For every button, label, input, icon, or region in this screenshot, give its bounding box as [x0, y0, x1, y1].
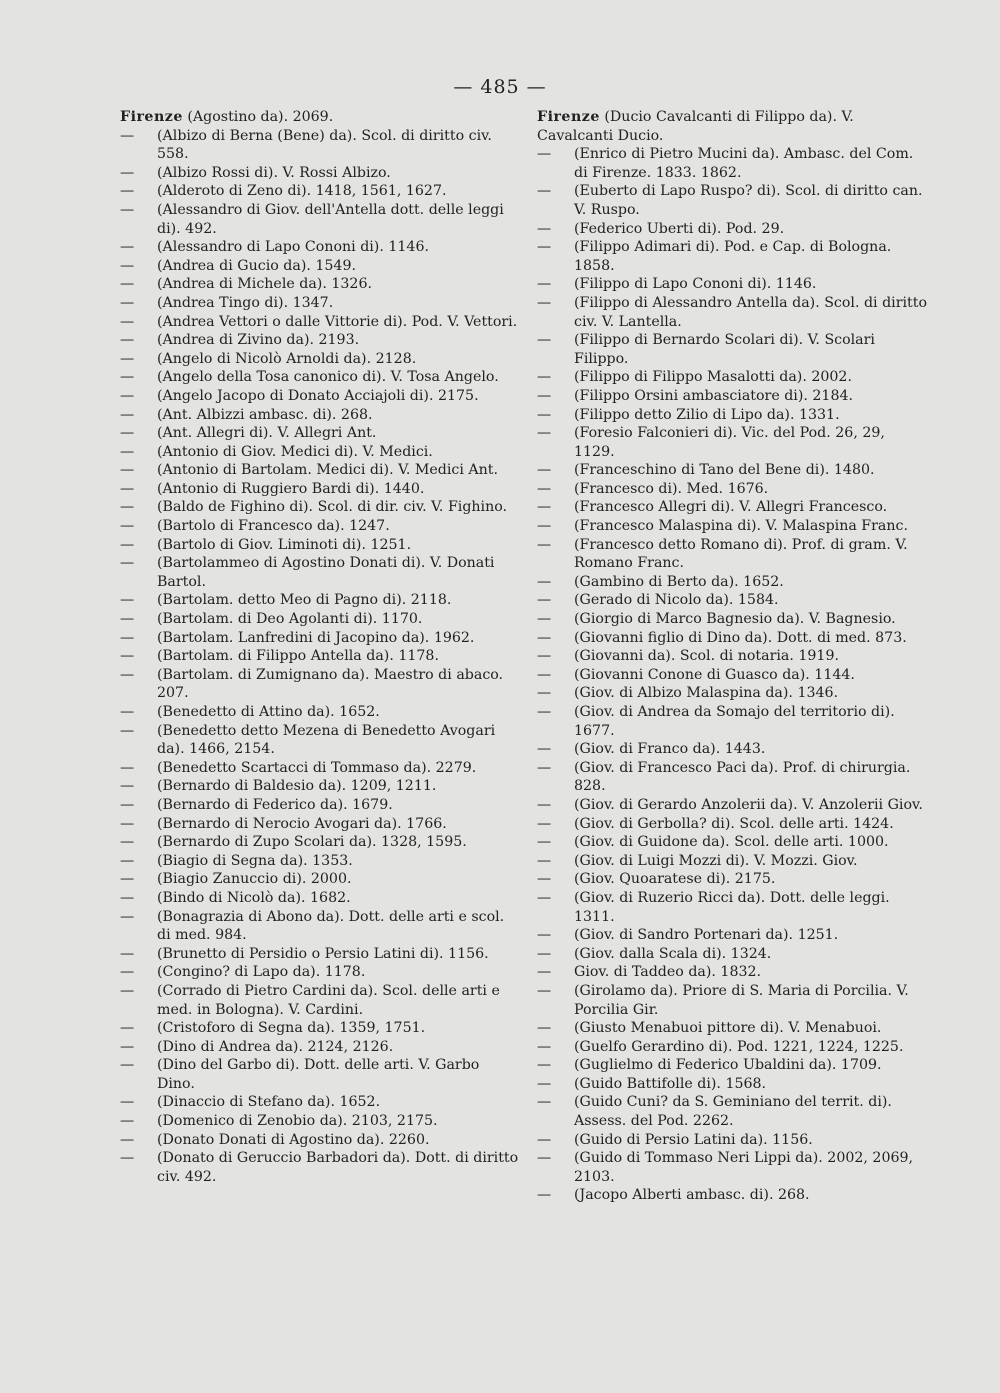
entry-dash: — [120, 1094, 135, 1111]
entry-dash: — [120, 480, 135, 497]
entry-text: (Euberto di Lapo Ruspo? di). Scol. di diritto can. V. Ruspo. [574, 183, 923, 218]
index-entry [537, 1093, 927, 1130]
index-entry [537, 1131, 927, 1150]
index-entry [537, 703, 927, 740]
entry-dash: — [120, 666, 135, 683]
entry-dash: — [537, 518, 552, 535]
entry-text: (Francesco Malaspina di). V. Malaspina Franc. [574, 518, 908, 535]
entry-text: (Giov. di Gerardo Anzolerii da). V. Anzolerii Giov. [574, 796, 923, 813]
entry-dash: — [120, 406, 135, 423]
entry-text: (Giorgio di Marco Bagnesio da). V. Bagnesio. [574, 611, 896, 628]
entry-text: (Ant. Albizzi ambasc. di). 268. [157, 406, 373, 423]
index-entry [537, 963, 927, 982]
entry-dash: — [120, 796, 135, 813]
index-entry [537, 275, 927, 294]
index-entry-head [120, 108, 520, 127]
index-entry [120, 610, 520, 629]
entry-text: (Giov. di Ruzerio Ricci da). Dott. delle leggi. 1311. [574, 889, 890, 925]
index-entry [537, 238, 927, 275]
entry-text: (Antonio di Bartolam. Medici di). V. Medici Ant. [157, 462, 499, 479]
entry-text: (Giov. dalla Scala di). 1324. [574, 945, 772, 962]
entry-dash: — [537, 1131, 552, 1148]
entry-dash: — [537, 704, 552, 720]
entry-text: (Bartolam. detto Meo di Pagno di). 2118. [157, 592, 452, 609]
entry-dash: — [120, 369, 135, 386]
entry-text: (Filippo detto Zilio di Lipo da). 1331. [574, 406, 840, 423]
entry-text: Giov. di Taddeo da). 1832. [574, 964, 762, 981]
entry-text: (Benedetto di Attino da). 1652. [157, 704, 380, 720]
entry-dash: — [120, 350, 135, 367]
index-entry [120, 1131, 520, 1150]
entry-dash: — [120, 778, 135, 795]
entry-dash: — [120, 611, 135, 628]
index-entry [120, 945, 520, 964]
entry-text: (Bartolam. di Filippo Antella da). 1178. [157, 648, 439, 665]
entry-text: (Antonio di Ruggiero Bardi di). 1440. [157, 480, 425, 497]
entry-text: (Andrea Vettori o dalle Vittorie di). Pod. V. Vettori. [157, 313, 518, 330]
index-entry [537, 182, 927, 219]
entry-text: (Guido Cuni? da S. Geminiano del territ. di). Assess. del Pod. 2262. [574, 1094, 892, 1130]
index-entry [120, 982, 520, 1019]
entry-text: (Dinaccio di Stefano da). 1652. [157, 1094, 381, 1111]
index-entry [120, 1112, 520, 1131]
entry-dash: — [120, 945, 135, 962]
index-entry [537, 331, 927, 368]
entry-text: (Bartolo di Francesco da). 1247. [157, 518, 390, 535]
entry-text: (Enrico di Pietro Mucini da). Ambasc. del Com. di Firenze. 1833. 1862. [574, 146, 914, 181]
index-entry [120, 554, 520, 591]
entry-dash: — [537, 480, 552, 497]
index-entry-head [537, 108, 927, 145]
entry-dash: — [537, 964, 552, 981]
entry-dash: — [537, 796, 552, 813]
index-entry [537, 294, 927, 331]
index-entry [537, 591, 927, 610]
entry-dash: — [537, 759, 552, 776]
entry-dash: — [537, 611, 552, 628]
index-entry [120, 257, 520, 276]
index-entry [120, 629, 520, 648]
index-entry [120, 480, 520, 499]
index-entry [120, 331, 520, 350]
index-entry [537, 870, 927, 889]
entry-text: (Dino di Andrea da). 2124, 2126. [157, 1038, 394, 1055]
index-entry [120, 461, 520, 480]
entry-dash: — [537, 1187, 552, 1204]
index-entry [120, 1019, 520, 1038]
entry-dash: — [120, 555, 135, 572]
entry-text: (Bartolam. di Deo Agolanti di). 1170. [157, 611, 423, 628]
entry-dash: — [537, 1020, 552, 1037]
entry-dash: — [537, 573, 552, 590]
entry-dash: — [120, 536, 135, 553]
entry-text: (Benedetto Scartacci di Tommaso da). 2279. [157, 759, 477, 776]
entry-dash: — [537, 834, 552, 851]
entry-text: (Giov. di Guidone da). Scol. delle arti. 1000. [574, 834, 889, 851]
entry-dash: — [120, 1020, 135, 1037]
entry-text: (Alessandro di Giov. dell'Antella dott. delle leggi di). 492. [157, 201, 504, 237]
index-entry [537, 368, 927, 387]
entry-dash: — [120, 313, 135, 330]
index-entry [120, 201, 520, 238]
entry-dash: — [537, 1150, 552, 1167]
index-entry [120, 833, 520, 852]
entry-dash: — [120, 257, 135, 274]
entry-text: (Guglielmo di Federico Ubaldini da). 1709. [574, 1057, 882, 1074]
index-entry [537, 406, 927, 425]
entry-dash: — [120, 648, 135, 665]
entry-dash: — [120, 889, 135, 906]
entry-text: (Donato di Geruccio Barbadori da). Dott. di diritto civ. 492. [157, 1150, 519, 1185]
entry-dash: — [537, 220, 552, 237]
index-entry [120, 777, 520, 796]
entry-text: (Corrado di Pietro Cardini da). Scol. delle arti e med. in Bologna). V. Cardini. [157, 982, 500, 1018]
entry-dash: — [120, 815, 135, 832]
entry-text: (Filippo Orsini ambasciatore di). 2184. [574, 387, 854, 404]
entry-text: (Ant. Allegri di). V. Allegri Ant. [157, 425, 377, 442]
entry-dash: — [537, 462, 552, 479]
entry-text: (Bartolo di Giov. Liminoti di). 1251. [157, 536, 412, 553]
index-column-right [537, 108, 927, 1205]
entry-dash: — [537, 369, 552, 386]
entry-text: (Franceschino di Tano del Bene di). 1480. [574, 462, 875, 479]
entry-text: (Bernardo di Federico da). 1679. [157, 796, 393, 813]
entry-dash: — [120, 834, 135, 851]
entry-dash: — [120, 164, 135, 181]
index-entry [537, 220, 927, 239]
index-entry [120, 127, 520, 164]
entry-dash: — [537, 982, 552, 999]
entry-text: (Giov. di Albizo Malaspina da). 1346. [574, 685, 839, 702]
index-entry [120, 1056, 520, 1093]
entry-dash: — [537, 1094, 552, 1111]
index-entry [537, 926, 927, 945]
entry-text: (Francesco Allegri di). V. Allegri Francesco. [574, 499, 888, 516]
entry-dash: — [120, 276, 135, 293]
page-number: — 485 — [453, 76, 547, 98]
entry-dash: — [537, 592, 552, 609]
index-entry [537, 945, 927, 964]
entry-dash: — [120, 201, 135, 218]
entry-dash: — [537, 146, 552, 163]
index-entry [120, 517, 520, 536]
index-entry [537, 759, 927, 796]
index-entry [120, 498, 520, 517]
entry-text: (Alderoto di Zeno di). 1418, 1561, 1627. [157, 183, 447, 200]
entry-text: (Filippo di Lapo Cononi di). 1146. [574, 276, 817, 293]
entry-text: (Bartolammeo di Agostino Donati di). V. Donati Bartol. [157, 555, 495, 590]
entry-text: (Filippo di Bernardo Scolari di). V. Scolari Filippo. [574, 332, 875, 367]
entry-dash: — [537, 741, 552, 758]
entry-dash: — [537, 536, 552, 553]
entry-text: (Angelo Jacopo di Donato Acciajoli di). 2175. [157, 387, 479, 404]
entry-text: (Francesco detto Romano di). Prof. di gram. V. Romano Franc. [574, 536, 908, 572]
entry-text: (Bartolam. di Zumignano da). Maestro di abaco. 207. [157, 666, 504, 702]
index-entry [120, 350, 520, 369]
entry-text: (Antonio di Giov. Medici di). V. Medici. [157, 443, 433, 460]
index-entry [537, 1056, 927, 1075]
entry-text: (Giov. di Franco da). 1443. [574, 741, 766, 758]
entry-dash: — [120, 629, 135, 646]
index-entry [120, 294, 520, 313]
index-entry [120, 1149, 520, 1186]
entry-text: (Giovanni figlio di Dino da). Dott. di med. 873. [574, 629, 907, 646]
entry-text: (Andrea di Zivino da). 2193. [157, 332, 360, 349]
index-entry [537, 498, 927, 517]
index-entry [537, 610, 927, 629]
entry-text: (Andrea di Michele da). 1326. [157, 276, 372, 293]
index-entry [537, 480, 927, 499]
entry-dash: — [120, 499, 135, 516]
index-entry [537, 796, 927, 815]
entry-dash: — [537, 871, 552, 888]
index-entry [537, 666, 927, 685]
index-entry [537, 1038, 927, 1057]
entry-text: (Giov. Quoaratese di). 2175. [574, 871, 776, 888]
index-entry [537, 461, 927, 480]
entry-text: (Francesco di). Med. 1676. [574, 480, 769, 497]
entry-text: (Bindo di Nicolò da). 1682. [157, 889, 351, 906]
entry-text: (Guelfo Gerardino di). Pod. 1221, 1224, 1225. [574, 1038, 904, 1055]
entry-dash: — [537, 945, 552, 962]
index-entry [537, 1075, 927, 1094]
entry-dash: — [537, 239, 552, 256]
index-entry [537, 833, 927, 852]
index-entry [120, 703, 520, 722]
entry-text: (Giov. di Sandro Portenari da). 1251. [574, 927, 839, 944]
entry-text: (Giov. di Gerbolla? di). Scol. delle arti. 1424. [574, 815, 894, 832]
entry-text: (Andrea Tingo di). 1347. [157, 294, 334, 311]
entry-text: (Angelo della Tosa canonico di). V. Tosa Angelo. [157, 369, 499, 386]
entry-dash: — [120, 722, 135, 739]
entry-dash: — [120, 462, 135, 479]
entry-dash: — [120, 294, 135, 311]
entry-dash: — [120, 1038, 135, 1055]
entry-dash: — [537, 889, 552, 906]
entry-dash: — [120, 871, 135, 888]
index-entry [537, 740, 927, 759]
entry-dash: — [120, 332, 135, 349]
entry-text: (Alessandro di Lapo Cononi di). 1146. [157, 239, 429, 256]
index-entry [537, 684, 927, 703]
entry-dash: — [120, 239, 135, 256]
index-entry [537, 1186, 927, 1205]
entry-dash: — [120, 443, 135, 460]
index-entry [120, 852, 520, 871]
entry-text: (Biagio di Segna da). 1353. [157, 852, 353, 869]
entry-dash: — [537, 815, 552, 832]
entry-text: (Bernardo di Baldesio da). 1209, 1211. [157, 778, 437, 795]
index-entry [537, 387, 927, 406]
entry-text: (Dino del Garbo di). Dott. delle arti. V. Garbo Dino. [157, 1057, 480, 1092]
entry-text: (Guido di Persio Latini da). 1156. [574, 1131, 813, 1148]
entry-text: (Benedetto detto Mezena di Benedetto Avogari da). 1466, 2154. [157, 722, 496, 758]
index-entry [537, 1019, 927, 1038]
entry-dash: — [537, 406, 552, 423]
entry-text: (Donato Donati di Agostino da). 2260. [157, 1131, 430, 1148]
entry-dash: — [120, 592, 135, 609]
headword: Firenze [537, 109, 600, 125]
entry-dash: — [537, 425, 552, 442]
entry-dash: — [537, 332, 552, 349]
entry-text: (Albizo di Berna (Bene) da). Scol. di diritto civ. 558. [157, 127, 492, 163]
entry-text: (Andrea di Gucio da). 1549. [157, 257, 356, 274]
entry-text: (Jacopo Alberti ambasc. di). 268. [574, 1187, 810, 1204]
index-entry [537, 629, 927, 648]
index-entry [537, 889, 927, 926]
index-entry [120, 591, 520, 610]
entry-dash: — [537, 499, 552, 516]
entry-dash: — [120, 982, 135, 999]
index-entry [120, 182, 520, 201]
entry-dash: — [537, 927, 552, 944]
index-entry [120, 368, 520, 387]
entry-text: (Federico Uberti di). Pod. 29. [574, 220, 785, 237]
entry-dash: — [537, 294, 552, 311]
entry-text: (Bartolam. Lanfredini di Jacopino da). 1962. [157, 629, 475, 646]
index-entry [120, 908, 520, 945]
entry-dash: — [537, 629, 552, 646]
entry-text: (Cristoforo di Segna da). 1359, 1751. [157, 1020, 426, 1037]
index-column-left [120, 108, 520, 1186]
entry-text: (Girolamo da). Priore di S. Maria di Porcilia. V. Porcilia Gir. [574, 982, 909, 1018]
index-entry [120, 963, 520, 982]
index-entry [537, 815, 927, 834]
index-entry [120, 815, 520, 834]
index-entry [120, 424, 520, 443]
entry-dash: — [537, 852, 552, 869]
entry-text: (Guido di Tommaso Neri Lippi da). 2002, 2069, 2103. [574, 1150, 914, 1185]
entry-text: (Giov. di Andrea da Somajo del territorio di). 1677. [574, 704, 895, 739]
entry-text: (Angelo di Nicolò Arnoldi da). 2128. [157, 350, 417, 367]
index-entry [537, 517, 927, 536]
index-entry [120, 870, 520, 889]
entry-dash: — [537, 387, 552, 404]
entry-dash: — [120, 127, 135, 144]
entry-dash: — [537, 183, 552, 200]
entry-text: (Congino? di Lapo da). 1178. [157, 964, 366, 981]
entry-dash: — [537, 666, 552, 683]
entry-text: (Foresio Falconieri di). Vic. del Pod. 26, 29, 1129. [574, 425, 885, 460]
entry-text: (Gambino di Berto da). 1652. [574, 573, 784, 590]
index-entry [120, 164, 520, 183]
entry-dash: — [537, 276, 552, 293]
entry-text: (Giusto Menabuoi pittore di). V. Menabuoi. [574, 1020, 882, 1037]
index-entry [537, 1149, 927, 1186]
index-entry [537, 145, 927, 182]
entry-dash: — [537, 648, 552, 665]
entry-dash: — [120, 183, 135, 200]
entry-text: (Giovanni Conone di Guasco da). 1144. [574, 666, 855, 683]
index-entry [120, 536, 520, 555]
headword: Firenze [120, 109, 183, 125]
entry-text: (Giov. di Luigi Mozzi di). V. Mozzi. Giov. [574, 852, 858, 869]
index-entry [120, 275, 520, 294]
index-entry [120, 1093, 520, 1112]
index-entry [537, 852, 927, 871]
index-entry [120, 313, 520, 332]
entry-text: (Filippo di Filippo Masalotti da). 2002. [574, 369, 852, 386]
entry-dash: — [120, 425, 135, 442]
index-entry [537, 982, 927, 1019]
entry-text: (Giovanni da). Scol. di notaria. 1919. [574, 648, 839, 665]
entry-dash: — [120, 1113, 135, 1130]
entry-dash: — [537, 1038, 552, 1055]
index-entry [120, 796, 520, 815]
entry-text: (Baldo de Fighino di). Scol. di dir. civ. V. Fighino. [157, 499, 508, 516]
entry-dash: — [120, 908, 135, 925]
index-entry [537, 647, 927, 666]
index-entry [120, 722, 520, 759]
index-entry [537, 424, 927, 461]
entry-dash: — [120, 704, 135, 720]
index-entry [120, 759, 520, 778]
index-entry [120, 1038, 520, 1057]
index-entry [120, 406, 520, 425]
entry-text: (Filippo Adimari di). Pod. e Cap. di Bologna. 1858. [574, 239, 892, 274]
index-entry [120, 666, 520, 703]
index-entry [120, 889, 520, 908]
entry-text: (Gerado di Nicolo da). 1584. [574, 592, 779, 609]
entry-text: (Filippo di Alessandro Antella da). Scol. di diritto civ. V. Lantella. [574, 294, 927, 330]
entry-text: (Ducio Cavalcanti di Filippo da). V. Cavalcanti Ducio. [537, 109, 854, 144]
entry-text: (Brunetto di Persidio o Persio Latini di). 1156. [157, 945, 489, 962]
entry-dash: — [537, 1075, 552, 1092]
index-entry [537, 536, 927, 573]
entry-text: (Bernardo di Zupo Scolari da). 1328, 1595. [157, 834, 467, 851]
entry-text: (Guido Battifolle di). 1568. [574, 1075, 767, 1092]
index-entry [120, 647, 520, 666]
entry-dash: — [120, 518, 135, 535]
entry-dash: — [120, 852, 135, 869]
entry-dash: — [120, 759, 135, 776]
entry-dash: — [120, 964, 135, 981]
entry-text: (Bernardo di Nerocio Avogari da). 1766. [157, 815, 447, 832]
entry-text: (Biagio Zanuccio di). 2000. [157, 871, 352, 888]
entry-text: (Bonagrazia di Abono da). Dott. delle arti e scol. di med. 984. [157, 908, 505, 944]
entry-text: (Domenico di Zenobio da). 2103, 2175. [157, 1113, 438, 1130]
entry-dash: — [537, 1057, 552, 1074]
entry-dash: — [120, 1057, 135, 1074]
entry-text: (Agostino da). 2069. [187, 109, 334, 125]
index-entry [120, 443, 520, 462]
index-entry [120, 238, 520, 257]
index-entry [120, 387, 520, 406]
entry-text: (Giov. di Francesco Paci da). Prof. di chirurgia. 828. [574, 759, 911, 795]
entry-dash: — [120, 1131, 135, 1148]
entry-dash: — [537, 685, 552, 702]
entry-dash: — [120, 1150, 135, 1167]
entry-dash: — [120, 387, 135, 404]
entry-text: (Albizo Rossi di). V. Rossi Albizo. [157, 164, 391, 181]
index-entry [537, 573, 927, 592]
